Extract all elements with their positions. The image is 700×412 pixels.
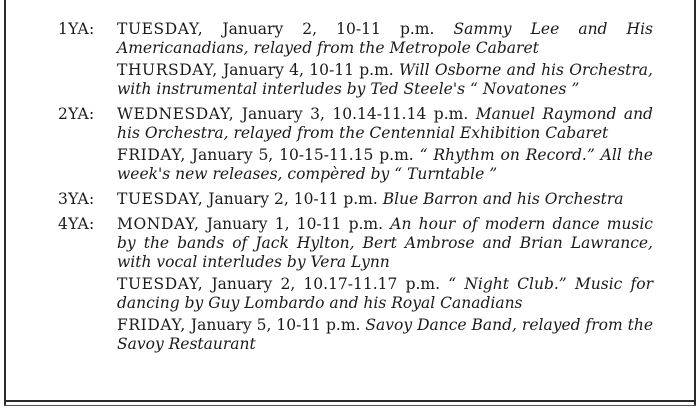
station-call-sign: 4YA:	[58, 215, 95, 233]
entry-day: TUESDAY,	[117, 190, 204, 208]
entry-description: Will Osborne and his Orchestra, with instrumental interludes by Ted Steele's “ Novatones ”	[117, 61, 653, 98]
listing-entry	[117, 61, 653, 99]
page-border-bottom-rule	[4, 405, 696, 406]
station-call-sign: 2YA:	[58, 105, 95, 123]
listing-entry	[117, 146, 653, 184]
listing-entry	[117, 105, 653, 143]
entry-time: January 4, 10-11 p.m.	[223, 61, 394, 79]
entry-description: “ Night Club.” Music for dancing by Guy Lombardo and his Royal Canadians	[117, 275, 653, 312]
station-call-sign: 1YA:	[58, 20, 95, 38]
entry-time: January 3, 10.14-11.14 p.m.	[241, 105, 469, 123]
entry-time: January 1, 10-11 p.m.	[206, 215, 384, 233]
broadcast-listing	[0, 20, 700, 360]
listing-entry	[117, 215, 653, 272]
station-2ya	[0, 105, 700, 184]
entry-description: An hour of modern dance music by the bands of Jack Hylton, Bert Ambrose and Brian Lawrance, with vocal interludes by Vera Lynn	[117, 215, 653, 271]
listing-entry	[117, 316, 653, 354]
page-border-bottom	[4, 400, 696, 402]
station-4ya	[0, 215, 700, 354]
entry-description: Blue Barron and his Orchestra	[382, 190, 624, 208]
entry-description: Manuel Raymond and his Orchestra, relayed from the Centennial Exhibition Cabaret	[117, 105, 653, 142]
listing-entry	[117, 275, 653, 313]
entry-day: MONDAY,	[117, 215, 200, 233]
station-1ya	[0, 20, 700, 99]
entry-day: TUESDAY,	[117, 275, 204, 293]
entry-time: January 2, 10-11 p.m.	[222, 20, 435, 38]
listing-entry	[117, 190, 653, 209]
station-call-sign: 3YA:	[58, 190, 95, 208]
entry-day: FRIDAY,	[117, 316, 186, 334]
entry-description: Savoy Dance Band, relayed from the Savoy Restaurant	[117, 316, 653, 353]
entry-time: January 5, 10-15-11.15 p.m.	[191, 146, 414, 164]
entry-time: January 2, 10.17-11.17 p.m.	[211, 275, 441, 293]
entry-time: January 5, 10-11 p.m.	[190, 316, 361, 334]
entry-day: WEDNESDAY,	[117, 105, 235, 123]
entry-day: FRIDAY,	[117, 146, 186, 164]
entry-description: Sammy Lee and His Americanadians, relayed from the Metropole Cabaret	[117, 20, 653, 57]
entry-day: TUESDAY,	[117, 20, 204, 38]
entry-description: “ Rhythm on Record.” All the week's new releases, compèred by “ Turntable ”	[117, 146, 653, 183]
station-3ya	[0, 190, 700, 209]
entry-time: January 2, 10-11 p.m.	[208, 190, 378, 208]
entry-day: THURSDAY,	[117, 61, 218, 79]
listing-entry	[117, 20, 653, 58]
